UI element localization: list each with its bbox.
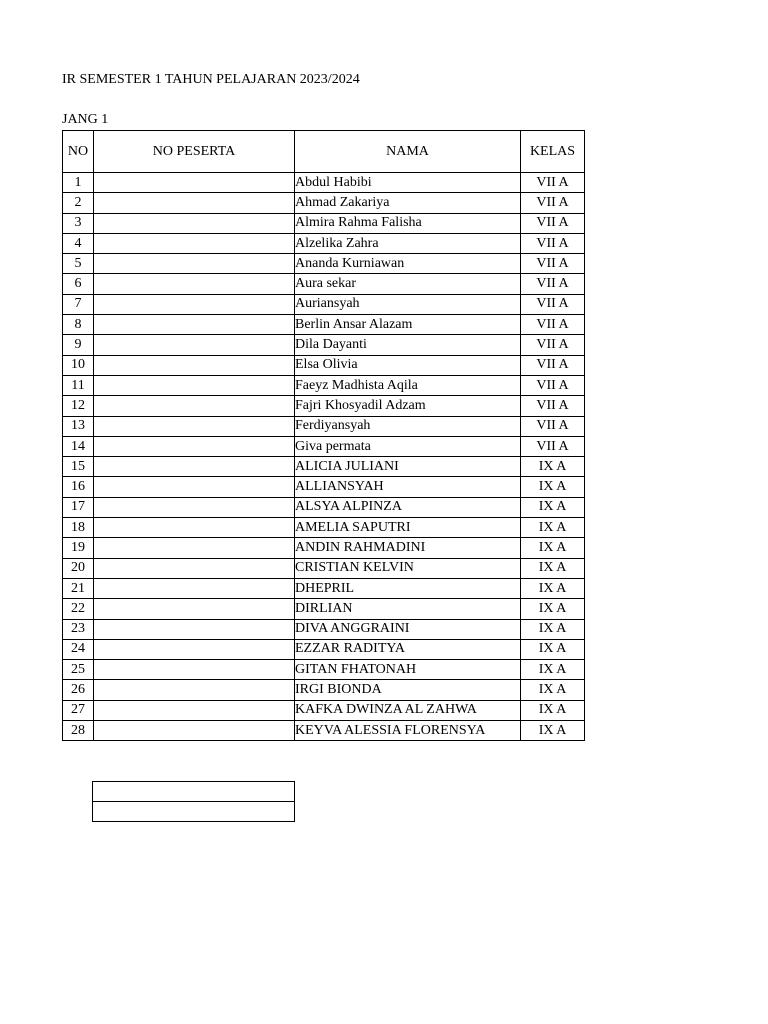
table-row — [63, 578, 585, 598]
table-body — [63, 173, 585, 741]
table-row — [63, 700, 585, 720]
row-number: 20 — [63, 558, 94, 578]
row-kelas: VII A — [521, 335, 585, 355]
row-no-peserta — [94, 700, 295, 720]
table-row — [63, 721, 585, 741]
row-kelas: VII A — [521, 396, 585, 416]
row-no-peserta — [94, 396, 295, 416]
row-no-peserta — [94, 721, 295, 741]
row-kelas: VII A — [521, 436, 585, 456]
row-number: 18 — [63, 518, 94, 538]
row-number: 15 — [63, 457, 94, 477]
row-number: 5 — [63, 254, 94, 274]
participant-table — [62, 130, 585, 741]
row-kelas: VII A — [521, 193, 585, 213]
row-kelas: VII A — [521, 233, 585, 253]
row-kelas: VII A — [521, 375, 585, 395]
row-nama: Abdul Habibi — [295, 173, 521, 193]
table-row — [63, 599, 585, 619]
row-number: 28 — [63, 721, 94, 741]
row-no-peserta — [94, 213, 295, 233]
row-no-peserta — [94, 193, 295, 213]
row-no-peserta — [94, 173, 295, 193]
row-kelas: IX A — [521, 721, 585, 741]
row-number: 26 — [63, 680, 94, 700]
row-number: 13 — [63, 416, 94, 436]
row-number: 17 — [63, 497, 94, 517]
row-no-peserta — [94, 315, 295, 335]
row-no-peserta — [94, 375, 295, 395]
row-number: 22 — [63, 599, 94, 619]
signature-box-row — [93, 802, 295, 822]
row-no-peserta — [94, 436, 295, 456]
row-nama: Ananda Kurniawan — [295, 254, 521, 274]
column-header-kelas: KELAS — [521, 131, 585, 173]
row-no-peserta — [94, 294, 295, 314]
row-no-peserta — [94, 558, 295, 578]
row-kelas: VII A — [521, 416, 585, 436]
table-row — [63, 375, 585, 395]
table-row — [63, 477, 585, 497]
row-number: 6 — [63, 274, 94, 294]
row-kelas: VII A — [521, 254, 585, 274]
row-no-peserta — [94, 416, 295, 436]
row-nama: KEYVA ALESSIA FLORENSYA — [295, 721, 521, 741]
row-no-peserta — [94, 254, 295, 274]
row-number: 21 — [63, 578, 94, 598]
row-number: 10 — [63, 355, 94, 375]
row-number: 11 — [63, 375, 94, 395]
row-nama: Elsa Olivia — [295, 355, 521, 375]
table-row — [63, 355, 585, 375]
table-row — [63, 274, 585, 294]
row-nama: Ahmad Zakariya — [295, 193, 521, 213]
row-number: 2 — [63, 193, 94, 213]
row-nama: Berlin Ansar Alazam — [295, 315, 521, 335]
row-no-peserta — [94, 538, 295, 558]
table-row — [63, 315, 585, 335]
signature-box-row — [93, 782, 295, 802]
row-number: 1 — [63, 173, 94, 193]
row-kelas: IX A — [521, 558, 585, 578]
table-row — [63, 436, 585, 456]
row-no-peserta — [94, 274, 295, 294]
row-nama: IRGI BIONDA — [295, 680, 521, 700]
row-nama: Giva permata — [295, 436, 521, 456]
row-kelas: IX A — [521, 518, 585, 538]
row-nama: ANDIN RAHMADINI — [295, 538, 521, 558]
row-number: 19 — [63, 538, 94, 558]
row-nama: EZZAR RADITYA — [295, 639, 521, 659]
row-number: 8 — [63, 315, 94, 335]
row-no-peserta — [94, 335, 295, 355]
row-number: 25 — [63, 660, 94, 680]
row-no-peserta — [94, 355, 295, 375]
row-kelas: IX A — [521, 578, 585, 598]
column-header-no: NO — [63, 131, 94, 173]
table-row — [63, 254, 585, 274]
row-nama: Faeyz Madhista Aqila — [295, 375, 521, 395]
row-number: 3 — [63, 213, 94, 233]
row-no-peserta — [94, 619, 295, 639]
row-no-peserta — [94, 599, 295, 619]
row-kelas: IX A — [521, 619, 585, 639]
row-kelas: IX A — [521, 497, 585, 517]
row-kelas: IX A — [521, 538, 585, 558]
row-nama: ALLIANSYAH — [295, 477, 521, 497]
row-kelas: VII A — [521, 294, 585, 314]
room-label: JANG 1 — [62, 112, 109, 127]
row-no-peserta — [94, 477, 295, 497]
row-nama: CRISTIAN KELVIN — [295, 558, 521, 578]
row-nama: GITAN FHATONAH — [295, 660, 521, 680]
table-row — [63, 213, 585, 233]
row-nama: AMELIA SAPUTRI — [295, 518, 521, 538]
row-nama: ALSYA ALPINZA — [295, 497, 521, 517]
row-number: 27 — [63, 700, 94, 720]
table-row — [63, 335, 585, 355]
row-kelas: VII A — [521, 355, 585, 375]
row-number: 23 — [63, 619, 94, 639]
row-no-peserta — [94, 578, 295, 598]
row-nama: DIVA ANGGRAINI — [295, 619, 521, 639]
row-kelas: VII A — [521, 274, 585, 294]
row-nama: Dila Dayanti — [295, 335, 521, 355]
column-header-nama: NAMA — [295, 131, 521, 173]
table-row — [63, 518, 585, 538]
row-number: 4 — [63, 233, 94, 253]
table-row — [63, 396, 585, 416]
row-kelas: IX A — [521, 660, 585, 680]
table-row — [63, 233, 585, 253]
table-row — [63, 558, 585, 578]
row-nama: Ferdiyansyah — [295, 416, 521, 436]
table-row — [63, 538, 585, 558]
row-nama: DHEPRIL — [295, 578, 521, 598]
row-number: 24 — [63, 639, 94, 659]
signature-box-cell — [93, 802, 295, 822]
row-nama: Aura sekar — [295, 274, 521, 294]
row-kelas: IX A — [521, 639, 585, 659]
table-row — [63, 680, 585, 700]
table-row — [63, 416, 585, 436]
row-no-peserta — [94, 497, 295, 517]
row-number: 14 — [63, 436, 94, 456]
row-no-peserta — [94, 518, 295, 538]
row-kelas: IX A — [521, 477, 585, 497]
table-row — [63, 294, 585, 314]
row-nama: ALICIA JULIANI — [295, 457, 521, 477]
table-row — [63, 660, 585, 680]
row-nama: Almira Rahma Falisha — [295, 213, 521, 233]
row-number: 9 — [63, 335, 94, 355]
row-nama: DIRLIAN — [295, 599, 521, 619]
row-nama: Auriansyah — [295, 294, 521, 314]
row-no-peserta — [94, 457, 295, 477]
row-nama: Fajri Khosyadil Adzam — [295, 396, 521, 416]
table-row — [63, 457, 585, 477]
row-no-peserta — [94, 680, 295, 700]
row-nama: KAFKA DWINZA AL ZAHWA — [295, 700, 521, 720]
row-kelas: IX A — [521, 599, 585, 619]
row-number: 12 — [63, 396, 94, 416]
row-no-peserta — [94, 660, 295, 680]
row-kelas: VII A — [521, 173, 585, 193]
row-nama: Alzelika Zahra — [295, 233, 521, 253]
table-row — [63, 193, 585, 213]
table-row — [63, 619, 585, 639]
row-kelas: VII A — [521, 315, 585, 335]
table-header-row — [63, 131, 585, 173]
column-header-no-peserta: NO PESERTA — [94, 131, 295, 173]
signature-box-cell — [93, 782, 295, 802]
row-kelas: IX A — [521, 700, 585, 720]
signature-box — [92, 781, 295, 822]
row-no-peserta — [94, 639, 295, 659]
table-row — [63, 173, 585, 193]
row-number: 16 — [63, 477, 94, 497]
table-row — [63, 497, 585, 517]
document-title: IR SEMESTER 1 TAHUN PELAJARAN 2023/2024 — [62, 72, 360, 87]
row-number: 7 — [63, 294, 94, 314]
row-kelas: IX A — [521, 457, 585, 477]
row-kelas: IX A — [521, 680, 585, 700]
row-kelas: VII A — [521, 213, 585, 233]
table-row — [63, 639, 585, 659]
row-no-peserta — [94, 233, 295, 253]
